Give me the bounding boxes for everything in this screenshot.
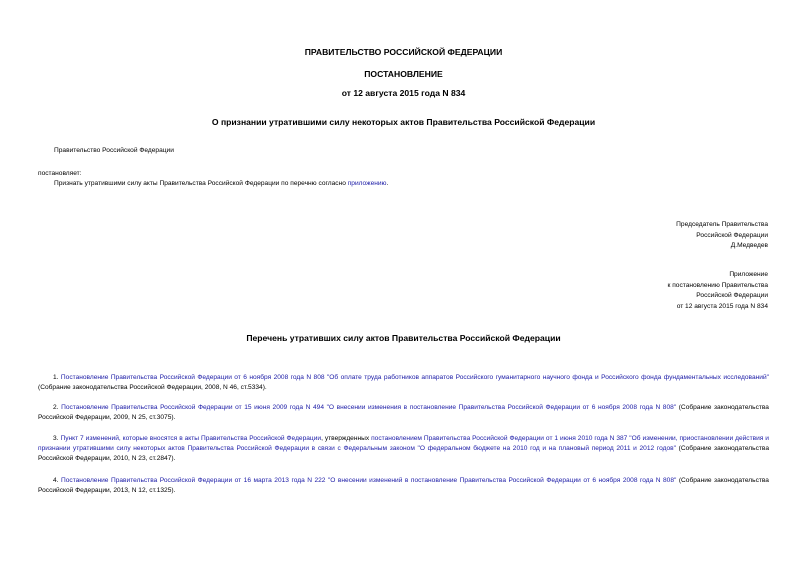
list-item-number: 3. <box>53 435 61 442</box>
act-link[interactable]: Пункт 7 изменений, которые вносятся в акты Правительства Российской Федерации <box>60 435 322 442</box>
resolution-paragraph <box>54 179 388 189</box>
list-item-source: (Собрание законодательства Российской Федерации, 2010, N 23, ст.2847). <box>38 445 769 463</box>
resolution-text: Признать утратившими силу акты Правительства Российской Федерации по перечню согласно <box>54 180 348 187</box>
signature-line: Председатель Правительства <box>676 221 768 228</box>
list-item-number: 1. <box>53 374 61 381</box>
document-title: О признании утратившими силу некоторых актов Правительства Российской Федерации <box>211 117 596 127</box>
appendix-ref-line: от 12 августа 2015 года N 834 <box>676 302 768 310</box>
list-item-source: (Собрание законодательства Российской Федерации, 2008, N 46, ст.5334). <box>38 384 267 392</box>
act-link[interactable]: Постановление Правительства Российской Федерации от 16 марта 2013 года N 222 "О внесении изменений в постановление Правительства Российской Федерации от 6 ноября 2008 года N 808" <box>60 477 677 484</box>
authority-heading: ПРАВИТЕЛЬСТВО РОССИЙСКОЙ ФЕДЕРАЦИИ <box>304 47 503 57</box>
act-link[interactable]: Постановление Правительства Российской Федерации от 6 ноября 2008 года N 808 "Об оплате труда работников аппаратов Российского гуманитарного научного фонда и Российского фонда фундаментальных исследований" <box>60 374 769 381</box>
list-item <box>38 434 769 465</box>
act-link[interactable]: постановлением Правительства Российской Федерации от 1 июня 2010 года N 387 "Об изменении, приостановлении действия и признании утратившими силу некоторых актов Правительства Российской Федерации в связи с Федеральным законом "О федеральном бюджете на 2010 год и на плановый период 2011 и 2012 годов" <box>38 435 769 453</box>
list-title: Перечень утративших силу актов Правительства Российской Федерации <box>246 333 561 343</box>
list-item-source: (Собрание законодательства Российской Федерации, 2009, N 25, ст.3075). <box>38 404 769 422</box>
signature-block <box>676 220 768 252</box>
appendix-ref-line: Российской Федерации <box>696 292 768 299</box>
list-item-mid: , утвержденных <box>321 435 372 442</box>
act-link[interactable]: Постановление Правительства Российской Федерации от 15 июня 2009 года N 494 "О внесении изменения в постановление Правительства Российской Федерации от 6 ноября 2008 года N 808" <box>61 404 677 411</box>
list-item <box>38 373 769 393</box>
list-item <box>38 403 769 423</box>
appendix-ref-line: Приложение <box>729 271 768 278</box>
resolution-end: . <box>386 180 389 187</box>
appendix-link[interactable]: приложению <box>347 180 387 187</box>
issuer-text: Правительство Российской Федерации <box>54 147 174 154</box>
signature-line: Российской Федерации <box>696 231 768 239</box>
list-item-source: (Собрание законодательства Российской Федерации, 2013, N 12, ст.1325). <box>38 477 769 495</box>
date-number-heading: от 12 августа 2015 года N 834 <box>341 88 466 98</box>
appendix-reference-block <box>668 270 769 312</box>
appendix-ref-line: к постановлению Правительства <box>667 281 768 289</box>
list-item-number: 2. <box>53 404 62 411</box>
doc-type-heading: ПОСТАНОВЛЕНИЕ <box>364 69 443 79</box>
signature-name: Д.Медведев <box>730 242 768 249</box>
list-item <box>38 476 769 496</box>
resolves-text: постановляет: <box>38 170 82 177</box>
list-item-number: 4. <box>53 477 61 484</box>
